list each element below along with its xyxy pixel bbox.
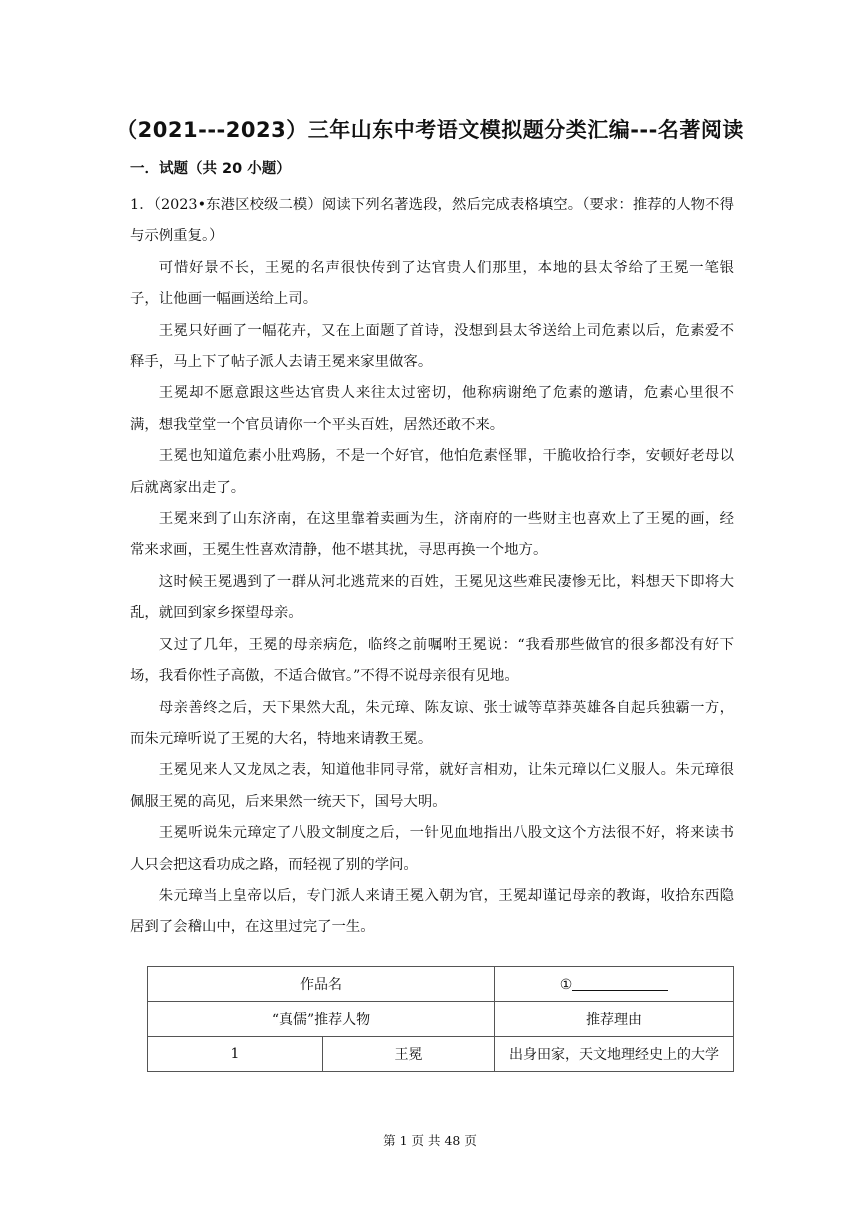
passage-paragraph: 王冕见来人又龙凤之表，知道他非同寻常，就好言相劝，让朱元璋以仁义服人。朱元璋很佩服王冕的高见，后来果然一统天下，国号大明。 bbox=[130, 762, 734, 810]
question-source: （2023•东港区校级二模） bbox=[153, 197, 322, 213]
section-heading: 一．试题（共 20 小题） bbox=[130, 161, 291, 177]
recommend-person-header: “真儒”推荐人物 bbox=[148, 1002, 495, 1037]
page-title: （2021---2023）三年山东中考语文模拟题分类汇编---名著阅读 bbox=[116, 118, 744, 142]
blank-marker: ① bbox=[559, 976, 573, 993]
passage-paragraph: 王冕也知道危素小肚鸡肠，不是一个好官，他怕危素怪罪，干脆收拾行李，安顿好老母以后就离家出走了。 bbox=[130, 448, 734, 496]
passage-paragraph: 王冕只好画了一幅花卉，又在上面题了首诗，没想到县太爷送给上司危素以后，危素爱不释手，马上下了帖子派人去请王冕来家里做客。 bbox=[130, 322, 734, 371]
question-number: 1． bbox=[130, 197, 154, 213]
passage-paragraph: 这时候王冕遇到了一群从河北逃荒来的百姓，王冕见这些难民凄惨无比，料想天下即将大乱，就回到家乡探望母亲。 bbox=[130, 573, 734, 622]
table-row bbox=[148, 1002, 734, 1037]
answer-table bbox=[147, 966, 734, 1072]
passage-paragraph: 朱元璋当上皇帝以后，专门派人来请王冕入朝为官，王冕却谨记母亲的教诲，收拾东西隐居到了会稽山中，在这里过完了一生。 bbox=[130, 887, 734, 936]
passage-paragraph: 母亲善终之后，天下果然大乱，朱元璋、陈友谅、张士诚等草莽英雄各自起兵独霸一方，而朱元璋听说了王冕的大名，特地来请教王冕。 bbox=[130, 699, 734, 747]
row-index: 1 bbox=[148, 1037, 323, 1072]
passage-paragraph: 可惜好景不长，王冕的名声很快传到了达官贵人们那里，本地的县太爷给了王冕一笔银子，让他画一幅画送给上司。 bbox=[130, 259, 734, 308]
row-reason: 出身田家，天文地理经史上的大学 bbox=[495, 1037, 734, 1072]
passage-paragraph: 王冕来到了山东济南，在这里靠着卖画为生，济南府的一些财主也喜欢上了王冕的画，经常来求画，王冕生性喜欢清静，他不堪其扰，寻思再换一个地方。 bbox=[130, 511, 734, 559]
work-name-answer[interactable] bbox=[495, 967, 734, 1002]
row-person: 王冕 bbox=[323, 1037, 495, 1072]
work-name-label: 作品名 bbox=[148, 967, 495, 1002]
passage-paragraph: 又过了几年，王冕的母亲病危，临终之前嘱咐王冕说：“我看那些做官的很多都没有好下场，我看你性子高傲，不适合做官。”不得不说母亲很有见地。 bbox=[130, 636, 734, 685]
table-row bbox=[148, 967, 734, 1002]
question-block bbox=[130, 190, 734, 944]
answer-blank-line[interactable] bbox=[572, 976, 668, 991]
question-instruction: 阅读下列名著选段，然后完成表格填空。（要求：推荐的人物不得与示例重复。） bbox=[130, 197, 735, 245]
recommend-reason-header: 推荐理由 bbox=[495, 1002, 734, 1037]
passage-paragraph: 王冕却不愿意跟这些达官贵人来往太过密切，他称病谢绝了危素的邀请，危素心里很不满，想我堂堂一个官员请你一个平头百姓，居然还敢不来。 bbox=[130, 385, 734, 433]
table-row bbox=[148, 1037, 734, 1072]
page-footer: 第 1 页 共 48 页 bbox=[383, 1133, 477, 1148]
question-prompt bbox=[130, 190, 734, 253]
passage-paragraph: 王冕听说朱元璋定了八股文制度之后，一针见血地指出八股文这个方法很不好，将来读书人只会把这看功成之路，而轻视了别的学问。 bbox=[130, 825, 734, 873]
